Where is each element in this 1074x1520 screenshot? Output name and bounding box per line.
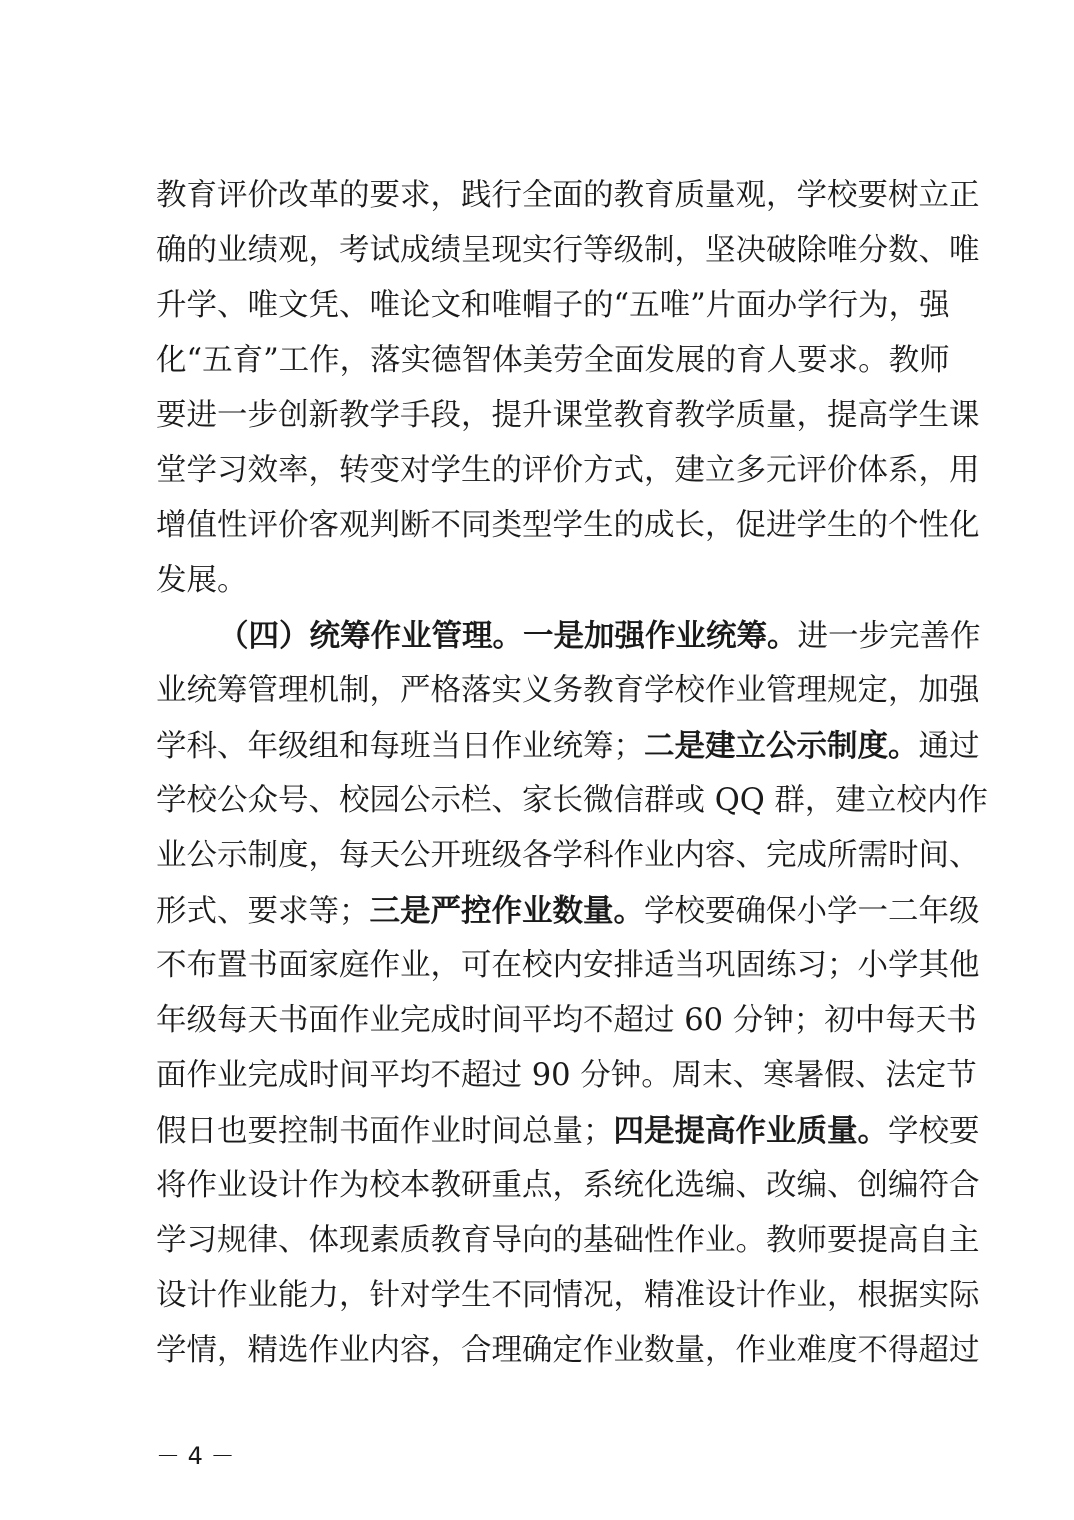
text-line: 发展。 bbox=[156, 563, 248, 598]
text-span: 学校要 bbox=[888, 1114, 980, 1149]
text-line: 堂学习效率，转变对学生的评价方式，建立多元评价体系，用 bbox=[156, 453, 980, 488]
text-span: 学校要确保小学一二年级 bbox=[644, 894, 980, 929]
text-line: 要进一步创新教学手段，提升课堂教育教学质量，提高学生课 bbox=[156, 398, 980, 433]
text-line: 将作业设计作为校本教研重点，系统化选编、改编、创编符合 bbox=[156, 1168, 980, 1203]
text-line: 学情，精选作业内容，合理确定作业数量，作业难度不得超过 bbox=[156, 1333, 980, 1368]
text-line: 升学、唯文凭、唯论文和唯帽子的“五唯”片面办学行为，强 bbox=[156, 288, 950, 323]
text-span: 形式、要求等； bbox=[156, 894, 370, 929]
text-line bbox=[156, 728, 980, 764]
text-span: 学科、年级组和每班当日作业统筹； bbox=[156, 729, 644, 764]
text-line bbox=[156, 1113, 980, 1149]
text-line: 设计作业能力，针对学生不同情况，精准设计作业，根据实际 bbox=[156, 1278, 980, 1313]
text-line: 不布置书面家庭作业，可在校内安排适当巩固练习；小学其他 bbox=[156, 948, 980, 983]
text-span: 进一步完善作 bbox=[797, 619, 981, 654]
bold-item-4: 四是提高作业质量。 bbox=[613, 1113, 888, 1149]
text-line: 业公示制度，每天公开班级各学科作业内容、完成所需时间、 bbox=[156, 838, 980, 873]
text-line: 教育评价改革的要求，践行全面的教育质量观，学校要树立正 bbox=[156, 178, 980, 213]
text-line: 化“五育”工作，落实德智体美劳全面发展的育人要求。教师 bbox=[156, 343, 950, 378]
section-heading-line bbox=[218, 618, 981, 654]
text-span: 假日也要控制书面作业时间总量； bbox=[156, 1114, 614, 1149]
bold-item-1: 一是加强作业统筹。 bbox=[523, 618, 798, 654]
text-line: 年级每天书面作业完成时间平均不超过 60 分钟；初中每天书 bbox=[156, 1003, 977, 1038]
text-line: 学校公众号、校园公示栏、家长微信群或 QQ 群，建立校内作 bbox=[156, 783, 988, 818]
text-line: 学习规律、体现素质教育导向的基础性作业。教师要提高自主 bbox=[156, 1223, 980, 1258]
text-line: 面作业完成时间平均不超过 90 分钟。周末、寒暑假、法定节 bbox=[156, 1058, 977, 1093]
text-line: 确的业绩观，考试成绩呈现实行等级制，坚决破除唯分数、唯 bbox=[156, 233, 980, 268]
section-heading: （四）统筹作业管理。 bbox=[218, 618, 523, 654]
text-line: 业统筹管理机制，严格落实义务教育学校作业管理规定，加强 bbox=[156, 673, 980, 708]
bold-item-2: 二是建立公示制度。 bbox=[644, 728, 919, 764]
text-line: 增值性评价客观判断不同类型学生的成长，促进学生的个性化 bbox=[156, 508, 980, 543]
bold-item-3: 三是严控作业数量。 bbox=[369, 893, 644, 929]
text-line bbox=[156, 893, 980, 929]
text-span: 通过 bbox=[918, 729, 980, 764]
page-number: － 4 － bbox=[156, 1442, 235, 1470]
